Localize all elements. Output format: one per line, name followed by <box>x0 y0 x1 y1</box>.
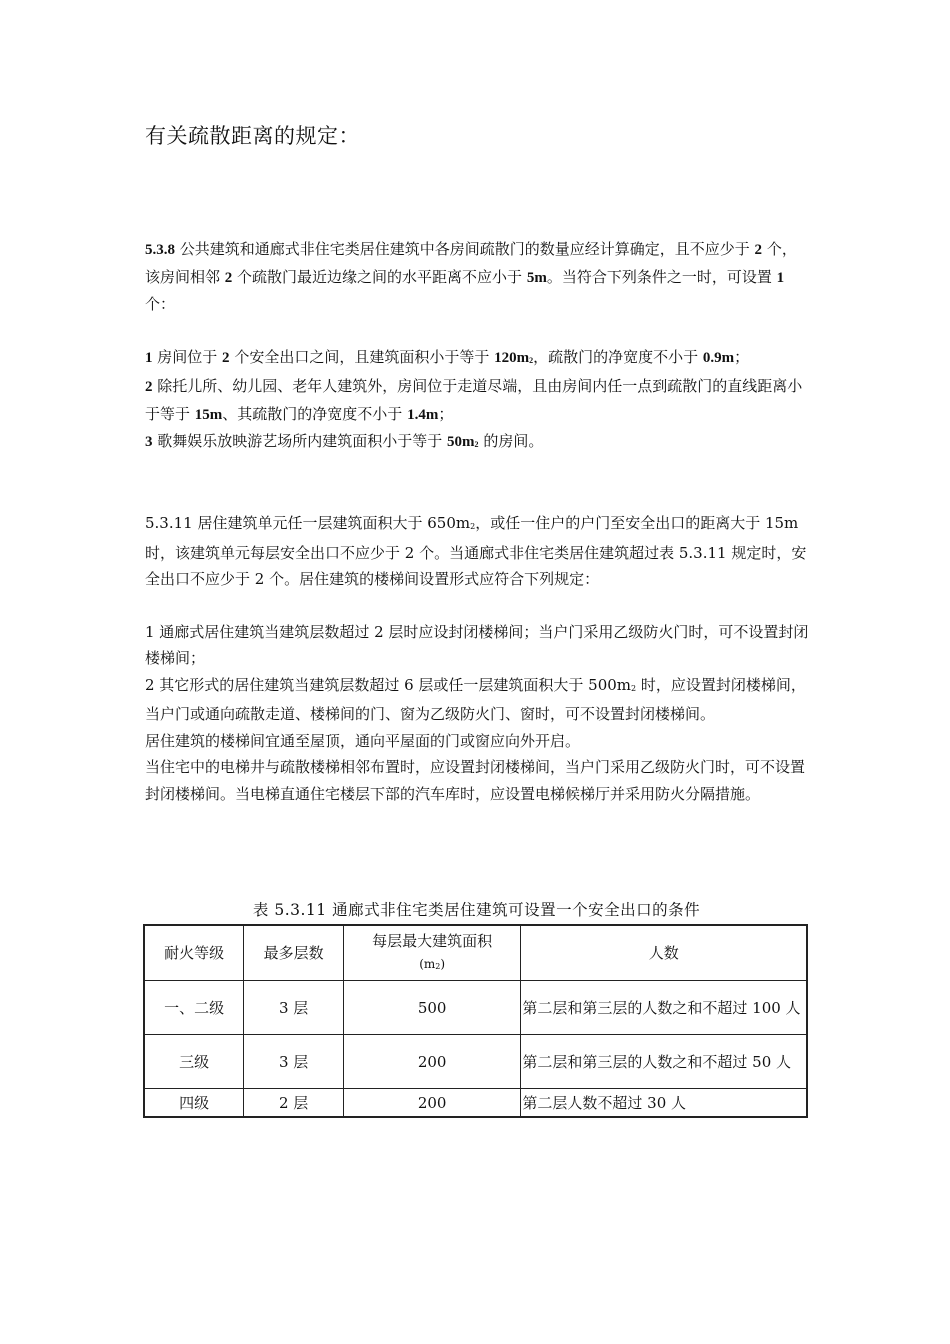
page-title: 有关疏散距离的规定： <box>145 124 360 148</box>
list-item: 1 通廊式居住建筑当建筑层数超过 2 层时应设封闭楼梯间；当户门采用乙级防火门时，可不设置封闭楼梯间； <box>145 622 809 667</box>
cell-area: 500 <box>343 981 520 1035</box>
cell-people: 第二层人数不超过 30 人 <box>521 1089 807 1118</box>
cell-people: 第二层和第三层的人数之和不超过 100 人 <box>521 981 807 1035</box>
cell-floors: 3 层 <box>244 1035 344 1089</box>
header-floors: 最多层数 <box>244 925 344 981</box>
cell-area: 200 <box>343 1089 520 1118</box>
cell-grade: 三级 <box>144 1035 244 1089</box>
section-5-3-11 <box>145 510 810 807</box>
table-header-row <box>144 925 807 981</box>
table-row <box>144 1035 807 1089</box>
paragraph: 当住宅中的电梯井与疏散楼梯相邻布置时，应设置封闭楼梯间，当户门采用乙级防火门时，可不设置封闭楼梯间。当电梯直通住宅楼层下部的汽车库时，应设置电梯候梯厅并采用防火分隔措施。 <box>145 758 806 803</box>
section-5-3-11-intro: 5.3.11 居住建筑单元任一层建筑面积大于 $650m^2$，或任一住户的户门至安全出口的距离大于 15m 时，该建筑单元每层安全出口不应少于 2 个。当通廊式非住宅类居住建筑超过表 5.3.11 规定时，安全出口不应少于 2 个。居住建筑的楼梯间设置形式应符合下列规定： <box>145 514 807 588</box>
cell-grade: 一、二级 <box>144 981 244 1035</box>
cell-floors: 2 层 <box>244 1089 344 1118</box>
list-item: 2 其它形式的居住建筑当建筑层数超过 6 层或任一层建筑面积大于 $500m^2$ 时，应设置封闭楼梯间，当户门或通向疏散走道、楼梯间的门、窗为乙级防火门、窗时，可不设置封闭楼梯间。 <box>145 675 806 723</box>
header-area: 每层最大建筑面积 $(m^2)$ <box>343 925 520 981</box>
list-item: 3 歌舞娱乐放映游艺场所内建筑面积小于等于 $50m^2$ 的房间。 <box>145 432 544 450</box>
clause-number: 5.3.8 <box>145 242 175 258</box>
list-item: 1 房间位于 2 个安全出口之间，且建筑面积小于等于 $120m^2$，疏散门的净宽度不小于 0.9m； <box>145 347 750 366</box>
cell-floors: 3 层 <box>244 981 344 1035</box>
paragraph: 居住建筑的楼梯间宜通至屋顶，通向平屋面的门或窗应向外开启。 <box>145 731 581 750</box>
table-row <box>144 981 807 1035</box>
conditions-table <box>143 924 808 1118</box>
list-item: 2 除托儿所、幼儿园、老年人建筑外，房间位于走道尽端，且由房间内任一点到疏散门的直线距离小于等于 15m、其疏散门的净宽度不小于 1.4m； <box>145 377 803 423</box>
table-row <box>144 1089 807 1118</box>
cell-area: 200 <box>343 1035 520 1089</box>
header-people: 人数 <box>521 925 807 981</box>
cell-grade: 四级 <box>144 1089 244 1118</box>
header-grade: 耐火等级 <box>144 925 244 981</box>
cell-people: 第二层和第三层的人数之和不超过 50 人 <box>521 1035 807 1089</box>
section-5-3-8 <box>145 236 810 458</box>
section-5-3-8-intro: 5.3.8 公共建筑和通廊式非住宅类居住建筑中各房间疏散门的数量应经计算确定，且不应少于 2 个，该房间相邻 2 个疏散门最近边缘之间的水平距离不应小于 5m。当符合下列条件之一时，可设置 1 个： <box>145 240 797 313</box>
table-caption: 表 5.3.11 通廊式非住宅类居住建筑可设置一个安全出口的条件 <box>252 901 701 919</box>
